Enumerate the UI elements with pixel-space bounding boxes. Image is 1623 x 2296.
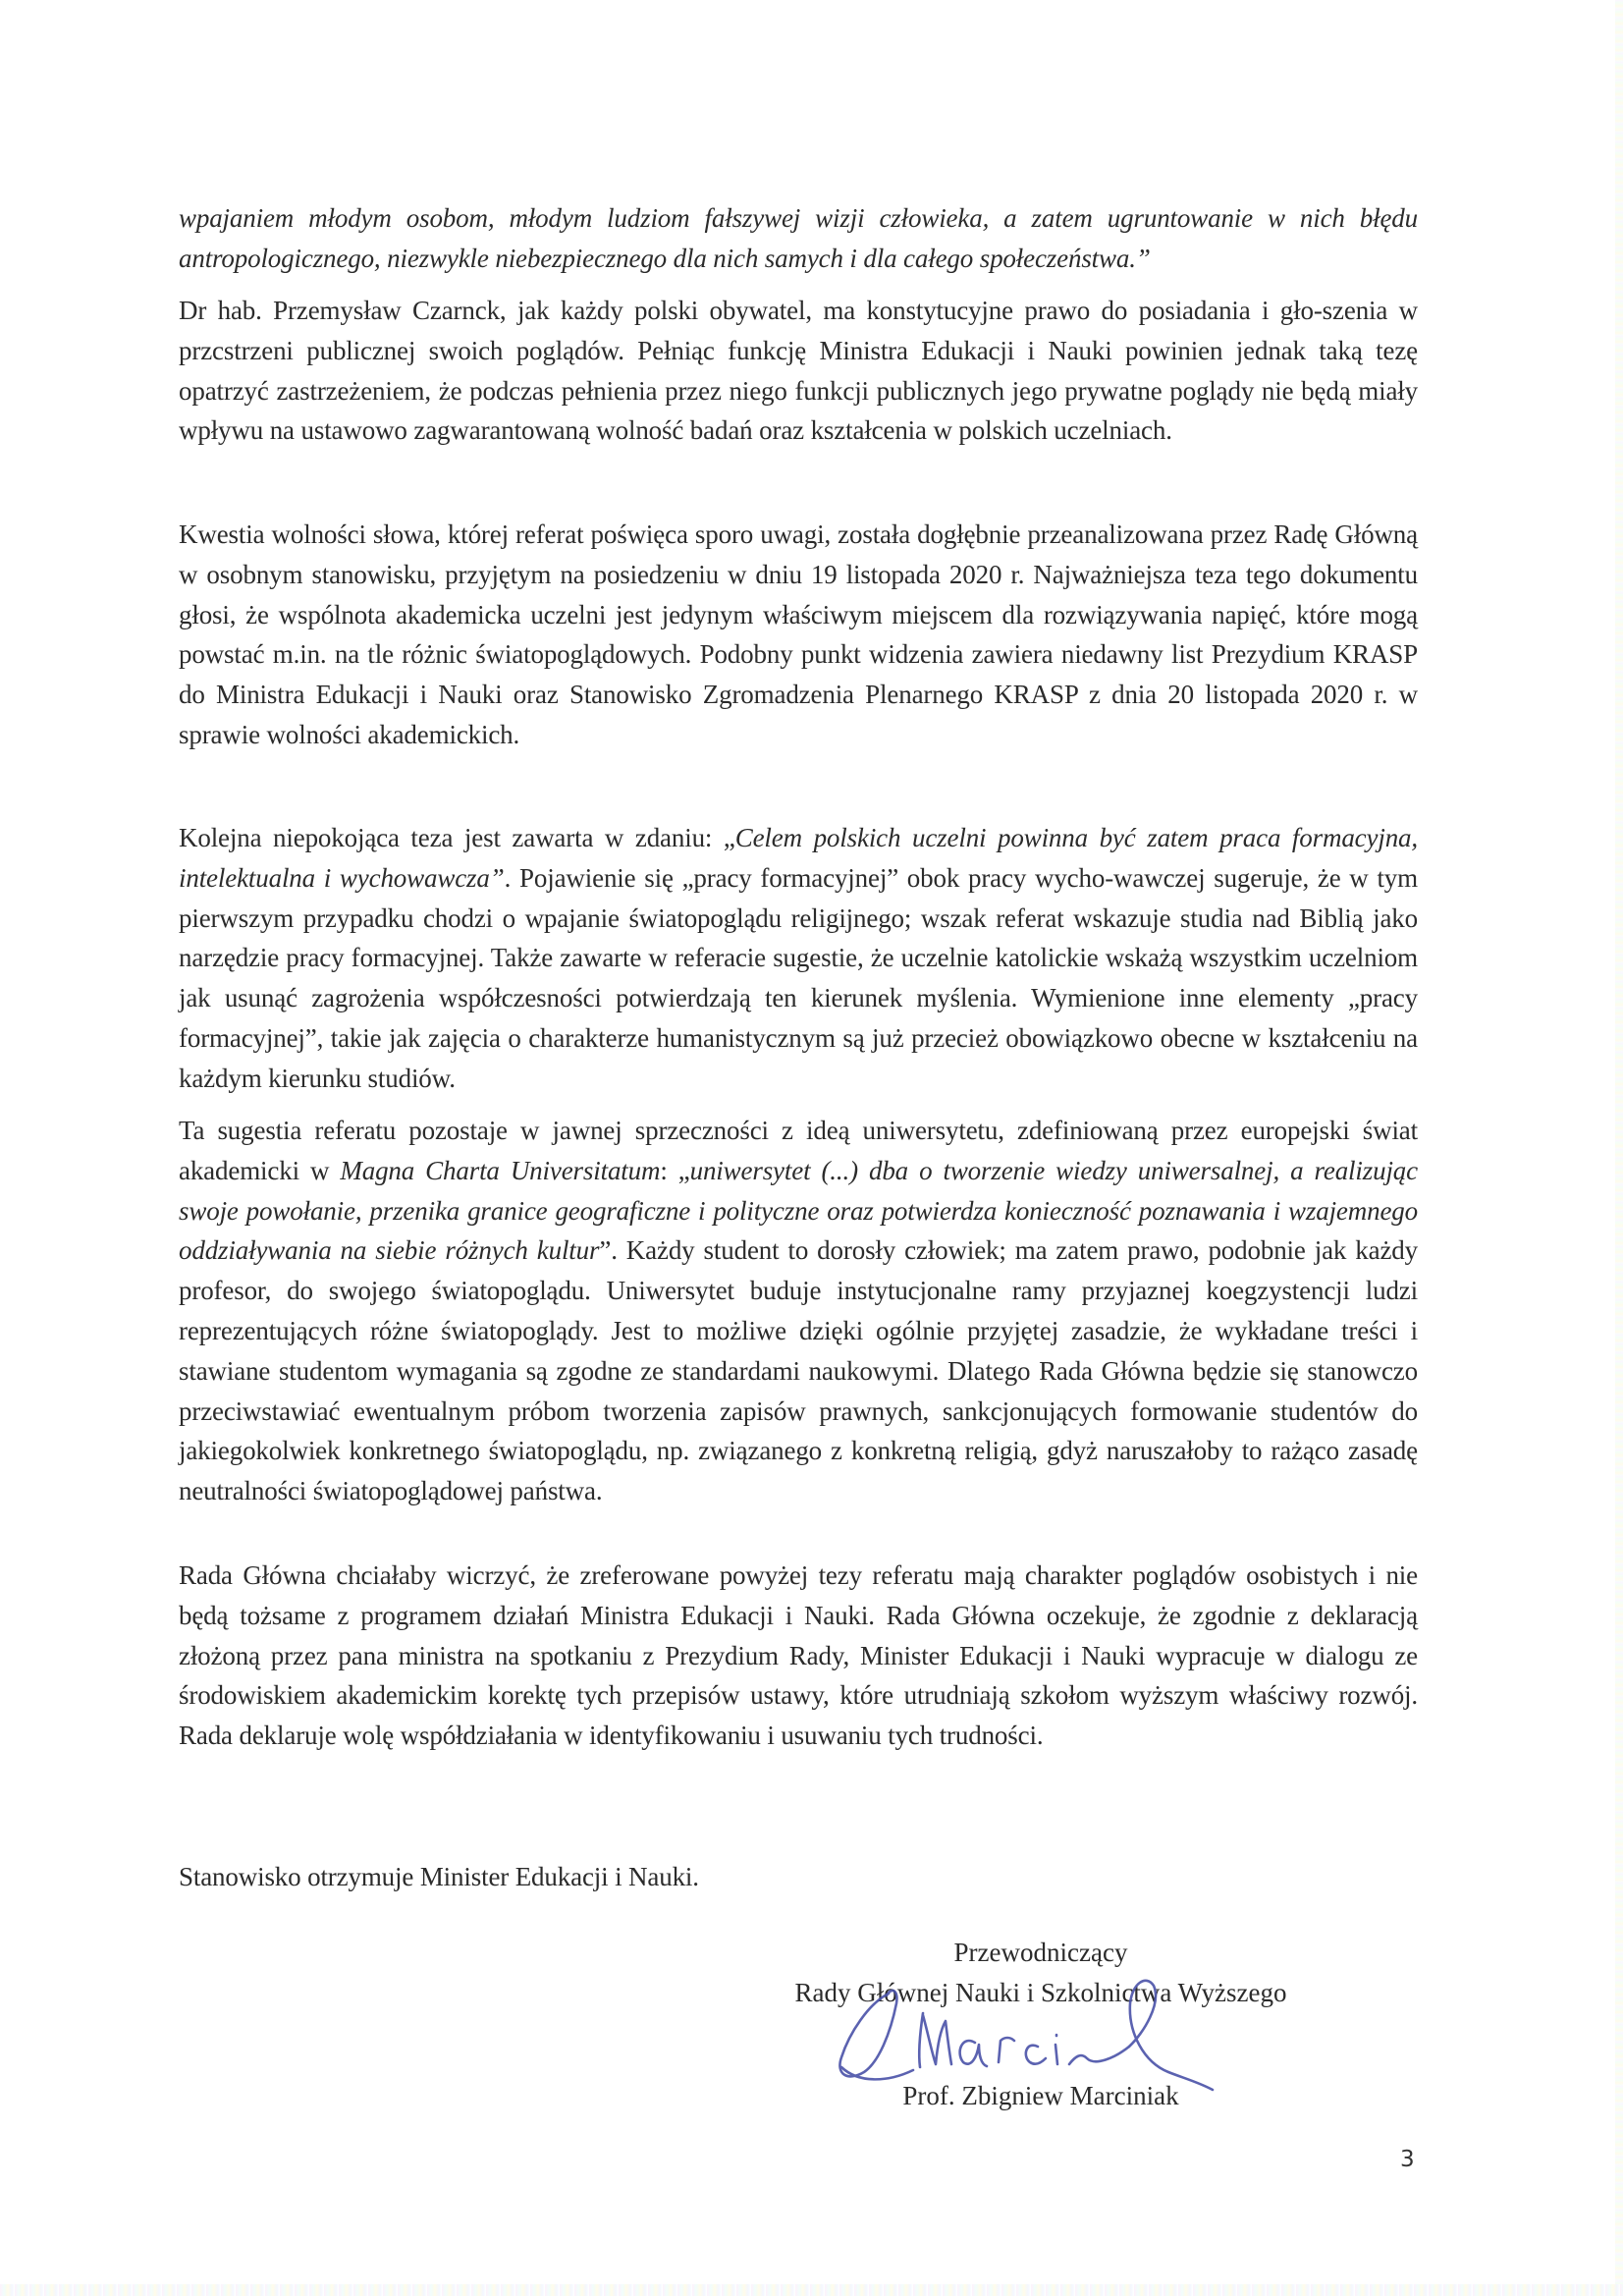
- paragraph-magna-charta: [179, 1111, 1418, 1511]
- italic-text-segment: Celem polskich uczelni powinna być zatem praca formacyjna, intelektualna i wychowawcza”: [179, 823, 1418, 893]
- paragraph-council-expectations: [179, 1556, 1418, 1756]
- signatory-organization: Rady Głównej Nauki i Szkolnictwa Wyższego: [794, 1978, 1287, 2007]
- text-segment: Stanowisko otrzymuje Minister Edukacji i Nauki.: [179, 1862, 699, 1891]
- italic-text-segment: wpajaniem młodym osobom, młodym ludziom fałszywej wizji człowieka, a zatem ugruntowanie w nich błędu antropologicznego, niezwykle niebezpiecznego dla nich samych i dla całego społeczeństwa.”: [179, 203, 1418, 273]
- text-segment: Kolejna niepokojąca teza jest zawarta w zdaniu: „: [179, 823, 735, 852]
- text-segment: Ta sugestia referatu pozostaje w jawnej sprzeczności z ideą uniwersytetu, zdefiniowaną przez europejski świat akademicki w: [179, 1116, 1418, 1185]
- text-segment: ”. Każdy student to dorosły człowiek; ma zatem prawo, podobnie jak każdy profesor, do swojego światopoglądu. Uniwersytet buduje instytucjonalne ramy przyjaznej koegzystencji ludzi reprezentujących różne światopoglądy. Jest to możliwe dzięki ogólnie przyjętej zasadzie, że wykładane treści i stawiane studentom wymagania są zgodne ze standardami naukowymi. Dlatego Rada Główna będzie się stanowczo przeciwstawiać ewentualnym próbom tworzenia zapisów prawnych, sankcjonujących formowanie studentów do jakiegokolwiek konkretnego światopoglądu, np. związanego z konkretną religią, gdyż naruszałoby to rażąco zasadę neutralności światopoglądowej państwa.: [179, 1235, 1419, 1506]
- paragraph-recipient: [179, 1857, 1418, 1897]
- text-segment: Dr hab. Przemysław Czarnck, jak każdy polski obywatel, ma konstytucyjne prawo do posiadania i gło-szenia w przcstrzeni publicznej swoich poglądów. Pełniąc funkcję Ministra Edukacji i Nauki powinien jednak taką tezę opatrzyć zastrzeżeniem, że podczas pełnienia przez niego funkcji publicznych jego prywatne poglądy nie będą miały wpływu na ustawowo zagwarantowaną wolność badań oraz kształcenia w polskich uczelniach.: [179, 296, 1418, 446]
- paragraph-minister-views: [179, 291, 1418, 451]
- italic-text-segment: uniwersytet (...) dba o tworzenie wiedzy uniwersalnej, a realizując swoje powołanie, przenika granice geograficzne i polityczne oraz potwierdza konieczność poznawania i wzajemnego oddziaływania na siebie różnych kultur: [179, 1155, 1418, 1266]
- scan-edge-bottom: [0, 2284, 1623, 2296]
- text-segment: Kwestia wolności słowa, której referat poświęca sporo uwagi, została dogłębnie przeanalizowana przez Radę Główną w osobnym stanowisku, przyjętym na posiedzeniu w dniu 19 listopada 2020 r. Najważniejsza teza tego dokumentu głosi, że wspólnota akademicka uczelni jest jedynym właściwym miejscem dla rozwiązywania napięć, które mogą powstać m.in. na tle różnic światopoglądowych. Podobny punkt widzenia zawiera niedawny list Prezydium KRASP do Ministra Edukacji i Nauki oraz Stanowisko Zgromadzenia Plenarnego KRASP z dnia 20 listopada 2020 r. w sprawie wolności akademickich.: [179, 519, 1418, 749]
- paragraph-formative-work: [179, 818, 1418, 1099]
- paragraph-quote-continuation: [179, 198, 1418, 279]
- text-segment: : „: [660, 1155, 690, 1185]
- paragraph-freedom-of-speech: [179, 515, 1418, 755]
- signatory-name: Prof. Zbigniew Marciniak: [902, 2081, 1179, 2110]
- text-segment: Rada Główna chciałaby wicrzyć, że zreferowane powyżej tezy referatu mają charakter poglądów osobistych i nie będą tożsame z programem działań Ministra Edukacji i Nauki. Rada Główna oczekuje, że zgodnie z deklaracją złożoną przez pana ministra na spotkaniu z Prezydium Rady, Minister Edukacji i Nauki wypracuje w dialogu ze środowiskiem akademickim korektę tych przepisów ustawy, które utrudniają szkołom wyższym właściwy rozwój. Rada deklaruje wolę współdziałania w identyfikowaniu i usuwaniu tych trudności.: [179, 1560, 1418, 1751]
- text-segment: . Pojawienie się „pracy formacyjnej” obok pracy wycho-wawczej sugeruje, że w tym pierwszym przypadku chodzi o wpajanie światopoglądu religijnego; wszak referat wskazuje studia nad Biblią jako narzędzie pracy formacyjnej. Także zawarte w referacie sugestie, że uczelnie katolickie wskażą wszystkim uczelniom jak usunąć zagrożenia współczesności potwierdzają ten kierunek myślenia. Wymienione inne elementy „pracy formacyjnej”, takie jak zajęcia o charakterze humanistycznym są już przecież obowiązkowo obecne w kształceniu na każdym kierunku studiów.: [179, 862, 1418, 1093]
- italic-text-segment: Magna Charta Universitatum: [340, 1155, 661, 1185]
- signatory-title: Przewodniczący: [953, 1938, 1128, 1967]
- page-number: 3: [1400, 2147, 1415, 2172]
- scan-edge-right: [1615, 0, 1623, 2296]
